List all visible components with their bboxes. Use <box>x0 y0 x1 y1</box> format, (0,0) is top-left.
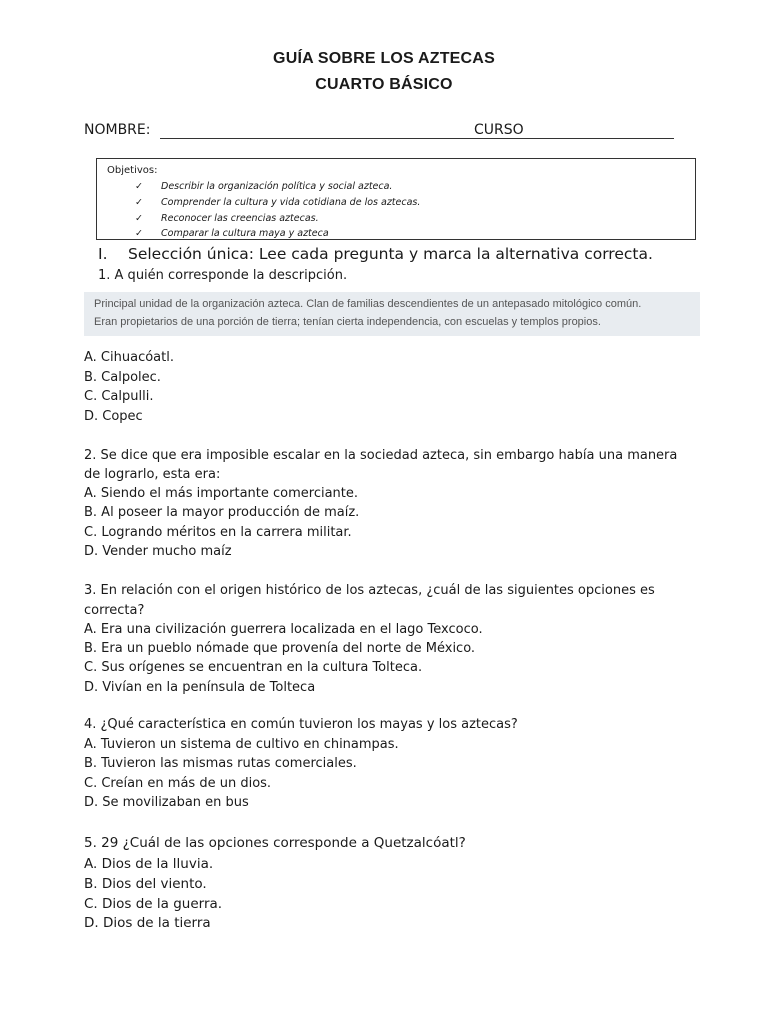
question-3-stem-cont: correcta? <box>84 603 145 618</box>
option-1c[interactable]: C. Calpulli. <box>84 389 154 404</box>
objectives-header: Objetivos: <box>107 165 158 176</box>
option-5b[interactable]: B. Dios del viento. <box>84 876 207 892</box>
check-icon: ✓ <box>135 181 143 192</box>
nombre-line[interactable] <box>160 138 544 139</box>
option-1b[interactable]: B. Calpolec. <box>84 370 161 385</box>
option-5d[interactable]: D. Dios de la tierra <box>84 915 211 931</box>
objective-item: ✓ Describir la organización política y social azteca. <box>135 181 393 192</box>
option-3b[interactable]: B. Era un pueblo nómade que provenía del norte de México. <box>84 641 476 656</box>
option-3a[interactable]: A. Era una civilización guerrera localizada en el lago Texcoco. <box>84 622 483 637</box>
option-2b[interactable]: B. Al poseer la mayor producción de maíz. <box>84 505 360 520</box>
option-4a[interactable]: A. Tuvieron un sistema de cultivo en chinampas. <box>84 737 399 752</box>
check-icon: ✓ <box>135 213 143 224</box>
option-5a[interactable]: A. Dios de la lluvia. <box>84 856 214 872</box>
question-2-stem-cont: de lograrlo, esta era: <box>84 467 221 482</box>
option-4c[interactable]: C. Creían en más de un dios. <box>84 776 272 791</box>
question-2-stem: 2. Se dice que era imposible escalar en la sociedad azteca, sin embargo había una manera <box>84 448 678 463</box>
objective-item: ✓ Comparar la cultura maya y azteca <box>135 228 329 239</box>
description-box <box>84 292 700 336</box>
nombre-label: NOMBRE: <box>84 122 151 138</box>
option-4b[interactable]: B. Tuvieron las mismas rutas comerciales. <box>84 756 357 771</box>
option-2c[interactable]: C. Logrando méritos en la carrera militar. <box>84 525 352 540</box>
objectives-box <box>96 158 696 240</box>
curso-line[interactable] <box>532 138 674 139</box>
check-icon: ✓ <box>135 197 143 208</box>
objective-item: ✓ Comprender la cultura y vida cotidiana de los aztecas. <box>135 197 421 208</box>
option-1a[interactable]: A. Cihuacóatl. <box>84 350 174 365</box>
page-title: GUÍA SOBRE LOS AZTECAS <box>273 50 495 67</box>
description-line: Eran propietarios de una porción de tierra; tenían cierta independencia, con escuelas y templos propios. <box>94 316 601 328</box>
option-2d[interactable]: D. Vender mucho maíz <box>84 544 232 559</box>
option-3d[interactable]: D. Vivían en la península de Tolteca <box>84 680 316 695</box>
option-2a[interactable]: A. Siendo el más importante comerciante. <box>84 486 359 501</box>
option-5c[interactable]: C. Dios de la guerra. <box>84 896 223 912</box>
question-4-stem: 4. ¿Qué característica en común tuvieron los mayas y los aztecas? <box>84 717 518 732</box>
question-5-stem: 5. 29 ¿Cuál de las opciones corresponde a Quetzalcóatl? <box>84 835 466 851</box>
section-title: I. Selección única: Lee cada pregunta y marca la alternativa correcta. <box>98 245 653 263</box>
question-3-stem: 3. En relación con el origen histórico de los aztecas, ¿cuál de las siguientes opciones es <box>84 583 655 598</box>
objective-item: ✓ Reconocer las creencias aztecas. <box>135 213 319 224</box>
option-3c[interactable]: C. Sus orígenes se encuentran en la cultura Tolteca. <box>84 660 423 675</box>
option-4d[interactable]: D. Se movilizaban en bus <box>84 795 249 810</box>
option-1d[interactable]: D. Copec <box>84 409 143 424</box>
name-course-row <box>84 122 674 142</box>
question-1-stem: 1. A quién corresponde la descripción. <box>98 268 348 283</box>
curso-label: CURSO <box>474 122 524 138</box>
check-icon: ✓ <box>135 228 143 239</box>
description-line: Principal unidad de la organización azteca. Clan de familias descendientes de un antepasado mitológico común. <box>94 298 642 310</box>
page-subtitle: CUARTO BÁSICO <box>315 76 453 93</box>
